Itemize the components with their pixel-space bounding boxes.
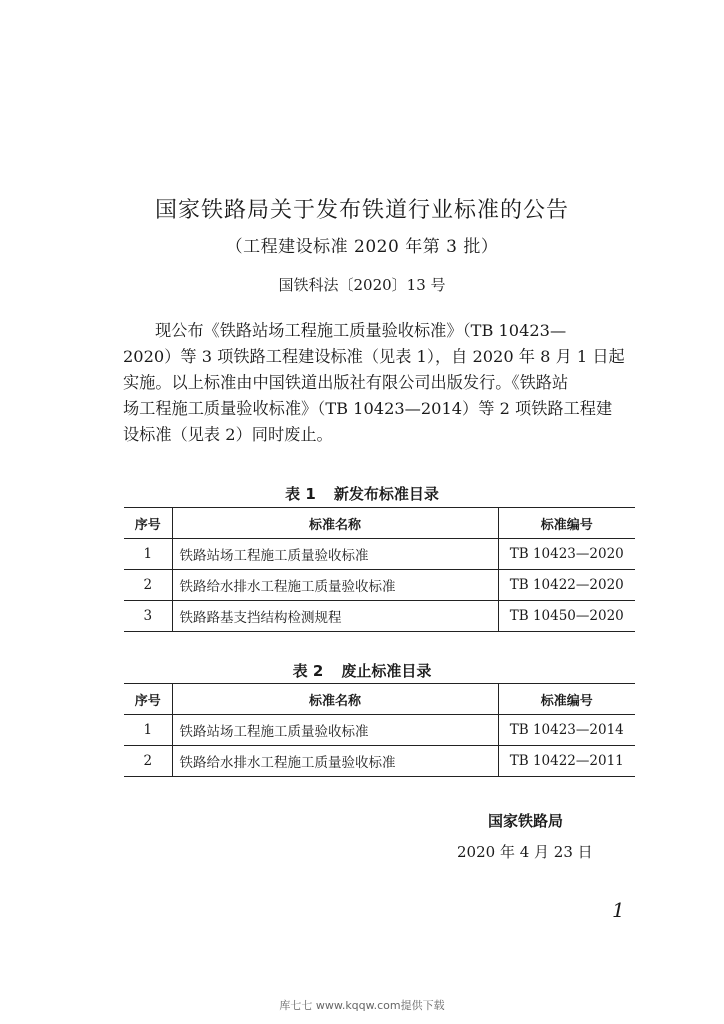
standard-code: TB 10422—2020 (498, 570, 635, 601)
table-row (124, 746, 635, 777)
table-header-row (124, 508, 635, 539)
row-number: 2 (124, 746, 172, 777)
issue-date: 2020 年 4 月 23 日 (457, 843, 593, 861)
table2-caption-text: 废止标准目录 (341, 662, 432, 680)
column-header-no: 序号 (124, 508, 172, 539)
abolished-standards-table (124, 683, 635, 777)
table-row (124, 715, 635, 746)
new-standards-table (124, 507, 635, 632)
announcement-title: 国家铁路局关于发布铁道行业标准的公告 (154, 198, 569, 223)
table-header-row (124, 684, 635, 715)
body-line: 设标准（见表 2）同时废止。 (123, 425, 333, 444)
announcement-subtitle: （工程建设标准 2020 年第 3 批） (225, 237, 499, 257)
table1-caption (0, 483, 724, 504)
standard-code: TB 10423—2020 (498, 539, 635, 570)
document-number: 国铁科法〔2020〕13 号 (278, 276, 446, 294)
standard-code: TB 10422—2011 (498, 746, 635, 777)
issuer-name: 国家铁路局 (488, 812, 564, 830)
announcement-body (123, 318, 643, 448)
row-number: 2 (124, 570, 172, 601)
table2-caption-number: 表 2 (292, 662, 324, 680)
body-line: 实施。以上标准由中国铁道出版社有限公司出版发行。《铁路站 (123, 373, 569, 392)
table1-caption-number: 表 1 (285, 485, 316, 503)
column-header-code: 标准编号 (498, 684, 635, 715)
table1-caption-text: 新发布标准目录 (333, 485, 439, 503)
page-number: 1 (612, 898, 625, 922)
standard-name: 铁路站场工程施工质量验收标准 (172, 715, 498, 746)
row-number: 3 (124, 601, 172, 632)
column-header-no: 序号 (124, 684, 172, 715)
standard-code: TB 10450—2020 (498, 601, 635, 632)
row-number: 1 (124, 539, 172, 570)
column-header-code: 标准编号 (498, 508, 635, 539)
body-line: 现公布《铁路站场工程施工质量验收标准》（TB 10423— (155, 321, 567, 340)
standard-name: 铁路路基支挡结构检测规程 (172, 601, 498, 632)
standard-name: 铁路给水排水工程施工质量验收标准 (172, 570, 498, 601)
standard-name: 铁路给水排水工程施工质量验收标准 (172, 746, 498, 777)
standard-name: 铁路站场工程施工质量验收标准 (172, 539, 498, 570)
column-header-name: 标准名称 (172, 684, 498, 715)
table-row (124, 601, 635, 632)
standard-code: TB 10423—2014 (498, 715, 635, 746)
row-number: 1 (124, 715, 172, 746)
column-header-name: 标准名称 (172, 508, 498, 539)
table-row (124, 570, 635, 601)
table-row (124, 539, 635, 570)
table2-caption (0, 660, 724, 681)
download-watermark: 库七七 www.kqqw.com提供下载 (279, 999, 445, 1012)
body-line: 场工程施工质量验收标准》（TB 10423—2014）等 2 项铁路工程建 (123, 399, 613, 418)
body-line: 2020）等 3 项铁路工程建设标准（见表 1），自 2020 年 8 月 1 日起 (123, 347, 625, 366)
